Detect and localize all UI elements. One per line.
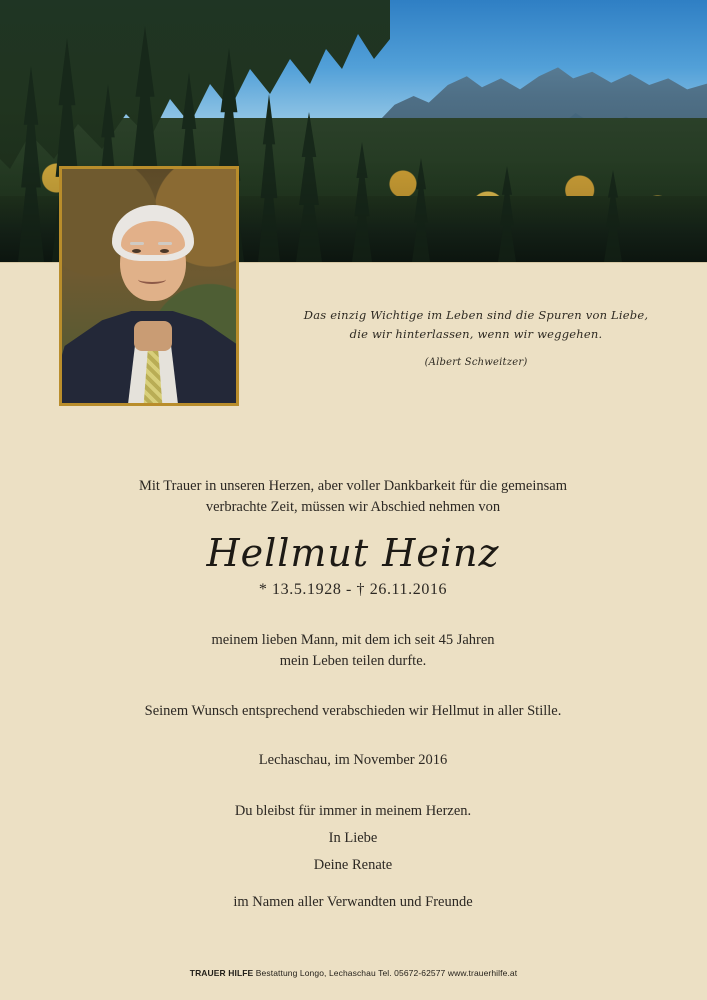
portrait-mouth — [138, 275, 166, 284]
footer-imprint — [0, 968, 707, 978]
deceased-name: Hellmut Heinz — [206, 531, 500, 575]
funeral-wish: Seinem Wunsch entsprechend verabschieden wir Hellmut in aller Stille. — [144, 703, 562, 719]
quote-line-1: Das einzig Wichtige im Leben sind die Spuren von Liebe, — [303, 308, 649, 322]
place-and-date: Lechaschau, im November 2016 — [258, 752, 448, 768]
spouse-line-1: meinem lieben Mann, mit dem ich seit 45 Jahren — [211, 632, 495, 648]
intro-text — [53, 476, 653, 518]
quote-line-2: die wir hinterlassen, wenn wir weggehen. — [349, 327, 603, 341]
family-note: im Namen aller Verwandten und Freunde — [233, 894, 473, 910]
spouse-note — [53, 630, 653, 672]
life-dates: * 13.5.1928 - † 26.11.2016 — [258, 581, 448, 598]
portrait-neck — [134, 321, 172, 351]
portrait-eye-left — [132, 249, 141, 253]
portrait-eyebrow-right — [158, 242, 172, 245]
farewell-line-1: Du bleibst für immer in meinem Herzen. — [234, 803, 472, 819]
portrait-eyebrow-left — [130, 242, 144, 245]
memorial-quote — [276, 306, 676, 372]
portrait-photo — [62, 169, 236, 403]
spouse-line-2: mein Leben teilen durfte. — [279, 653, 427, 669]
farewell-line-2: In Liebe — [328, 830, 378, 846]
farewell-line-3: Deine Renate — [313, 857, 393, 873]
quote-author: (Albert Schweitzer) — [424, 357, 528, 368]
footer-details: Bestattung Longo, Lechaschau Tel. 05672-62577 www.trauerhilfe.at — [255, 968, 518, 978]
footer-brand: TRAUER HILFE — [189, 968, 254, 978]
portrait-eye-right — [160, 249, 169, 253]
portrait-hair — [112, 205, 194, 261]
intro-line-1: Mit Trauer in unseren Herzen, aber voller Dankbarkeit für die gemeinsam — [138, 478, 567, 494]
intro-line-2: verbrachte Zeit, müssen wir Abschied nehmen von — [205, 499, 501, 515]
farewell-message — [53, 798, 653, 879]
portrait-frame — [59, 166, 239, 406]
